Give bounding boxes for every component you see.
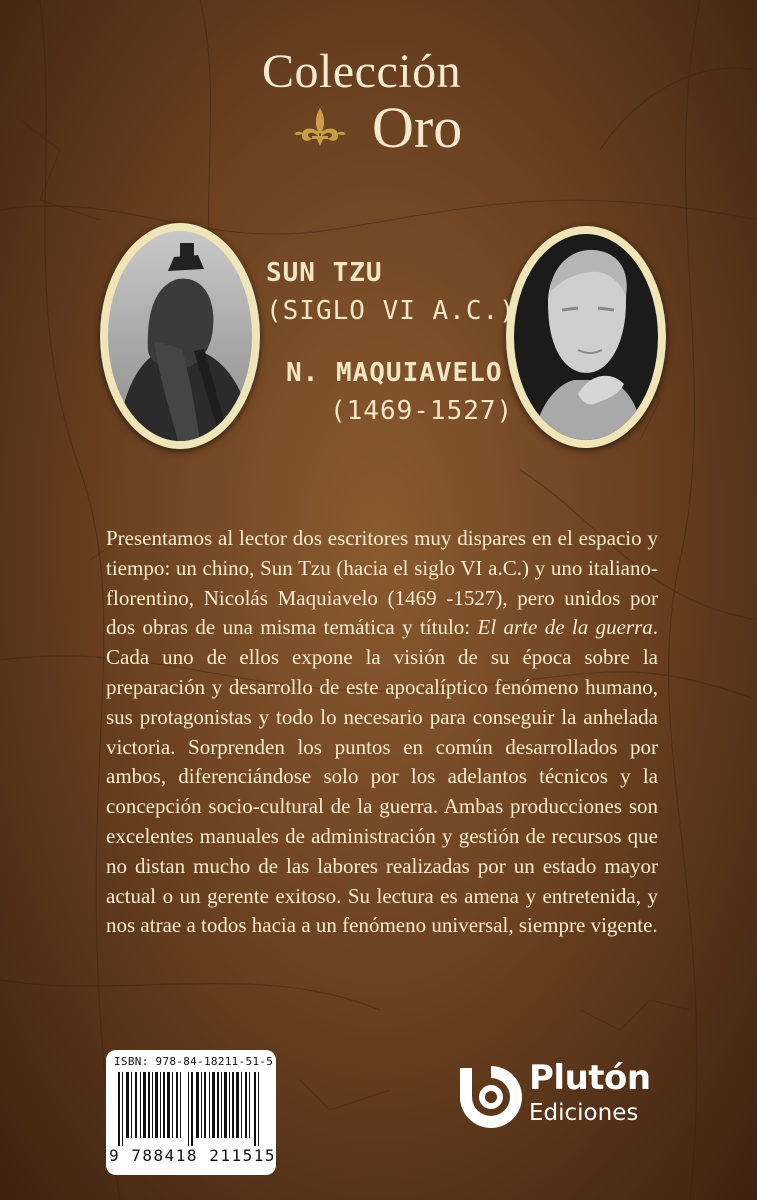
fleur-de-lis-icon [290, 104, 350, 148]
isbn-digits: 9 788418 211515 [109, 1146, 276, 1165]
sun-tzu-portrait [108, 231, 252, 441]
book-title: El arte de la guerra [477, 615, 653, 640]
isbn-label: ISBN: 978-84-18211-51-5 [114, 1055, 274, 1068]
portrait-frame-right [506, 226, 666, 448]
author-name-maquiavelo: N. MAQUIAVELO [286, 358, 503, 388]
series-subtitle: Oro [372, 95, 463, 160]
back-cover-blurb [106, 524, 658, 941]
author-dates-sun-tzu: (SIGLO VI A.C.) [266, 296, 516, 326]
isbn-barcode [106, 1050, 276, 1175]
author-name-sun-tzu: SUN TZU [266, 258, 383, 288]
maquiavelo-portrait [514, 234, 658, 440]
author-dates-maquiavelo: (1469-1527) [330, 396, 514, 426]
blurb-text-end: . Cada uno de ellos expone la visión de su época sobre la preparación y desarrollo de este apocalíptico fenómeno humano, sus protagonistas y todo lo necesario para conseguir la anhelada victoria. Sorprenden los puntos en común desarrollados por ambos, diferenciándose solo por los adelantos técnicos y la concepción socio-cultural de la guerra. Ambas producciones son excelentes manuales de administración y gestión de recursos que no distan mucho de las labores realizadas por un estado mayor actual o un gerente exitoso. Su lectura es amena y entretenida, y nos atrae a todos hacia a un fenómeno universal, siempre vigente. [106, 615, 659, 938]
pluton-logo-icon [458, 1064, 524, 1130]
blurb-text-start: Presentamos al lector dos escritores muy dispares en el espacio y tiempo: un chino, Sun Tzu (hacia el siglo VI a.C.) y uno italiano-florentino, Nicolás Maquiavelo (1469 -1527), pero unidos por dos obras de una misma temática y título: [106, 526, 658, 640]
barcode-icon [114, 1072, 270, 1146]
series-title: Colección [262, 45, 462, 98]
publisher-name: Plutón [529, 1058, 651, 1098]
publisher-subtitle: Ediciones [529, 1100, 639, 1126]
portrait-frame-left [100, 223, 260, 449]
